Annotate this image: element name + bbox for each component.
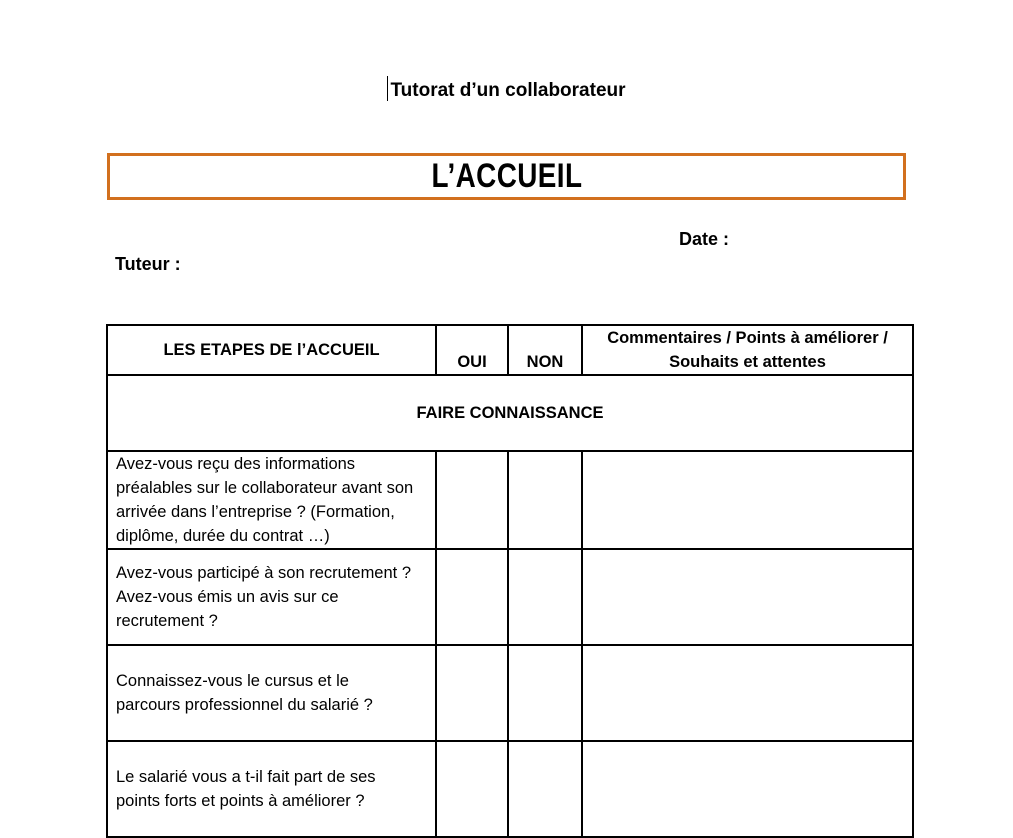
header-steps: LES ETAPES DE l’ACCUEIL <box>107 325 436 375</box>
question-line: parcours professionnel du salarié ? <box>116 696 373 714</box>
question-cell <box>107 645 436 741</box>
oui-answer-cell[interactable] <box>436 549 508 645</box>
question-line: Le salarié vous a t-il fait part de ses <box>116 768 376 786</box>
question-line: points forts et points à améliorer ? <box>116 792 365 810</box>
question-line: arrivée dans l’entreprise ? (Formation, <box>116 503 395 521</box>
table-row <box>107 741 913 837</box>
question-cell <box>107 451 436 549</box>
section-title: FAIRE CONNAISSANCE <box>107 375 913 451</box>
non-answer-cell[interactable] <box>508 645 582 741</box>
header-oui: OUI <box>436 325 508 375</box>
non-answer-cell[interactable] <box>508 741 582 837</box>
question-cell <box>107 741 436 837</box>
question-line: Connaissez-vous le cursus et le <box>116 672 349 690</box>
oui-answer-cell[interactable] <box>436 451 508 549</box>
header-non: NON <box>508 325 582 375</box>
question-cell <box>107 549 436 645</box>
table-row <box>107 645 913 741</box>
comments-cell[interactable] <box>582 549 913 645</box>
question-line: Avez-vous participé à son recrutement ? <box>116 564 412 582</box>
header-comments-line1: Commentaires / Points à améliorer / <box>607 329 888 347</box>
tutor-label: Tuteur : <box>115 254 181 274</box>
question-line: recrutement ? <box>116 612 218 630</box>
document-title <box>0 76 1013 104</box>
question-line: Avez-vous reçu des informations <box>116 455 356 473</box>
question-line: diplôme, durée du contrat …) <box>116 527 330 545</box>
table-row <box>107 451 913 549</box>
header-comments <box>582 325 913 375</box>
oui-answer-cell[interactable] <box>436 741 508 837</box>
comments-cell[interactable] <box>582 645 913 741</box>
text-cursor <box>387 76 388 101</box>
comments-cell[interactable] <box>582 741 913 837</box>
document-title-text: Tutorat d’un collaborateur <box>390 80 626 101</box>
header-comments-line2: Souhaits et attentes <box>669 353 826 371</box>
accueil-steps-table <box>106 324 914 838</box>
question-line: Avez-vous émis un avis sur ce <box>116 588 339 606</box>
accueil-banner <box>107 153 906 200</box>
accueil-banner-title: L’ACCUEIL <box>431 157 582 195</box>
date-label: Date : <box>679 229 730 249</box>
non-answer-cell[interactable] <box>508 451 582 549</box>
oui-answer-cell[interactable] <box>436 645 508 741</box>
table-row <box>107 549 913 645</box>
question-line: préalables sur le collaborateur avant son <box>116 479 414 497</box>
table-header-row <box>107 325 913 375</box>
comments-cell[interactable] <box>582 451 913 549</box>
section-row <box>107 375 913 451</box>
non-answer-cell[interactable] <box>508 549 582 645</box>
